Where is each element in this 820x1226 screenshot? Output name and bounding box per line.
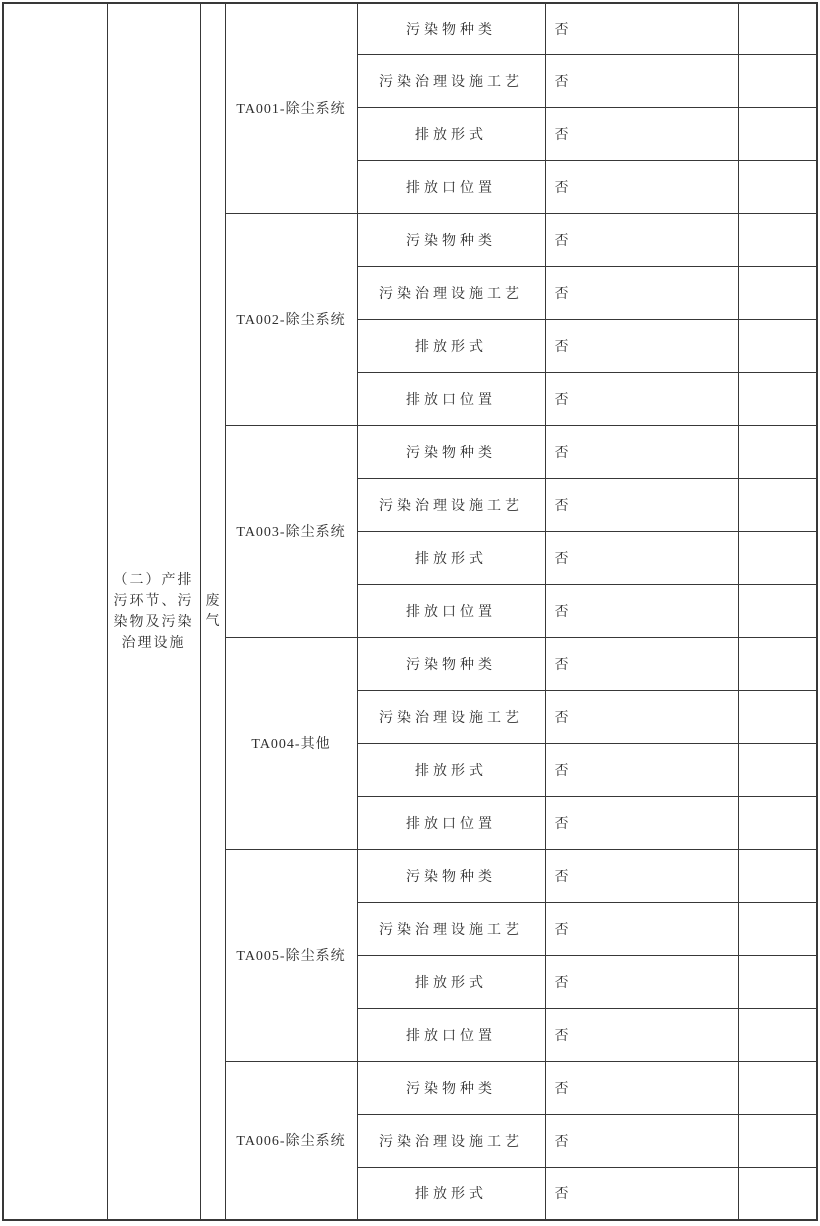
remark-cell xyxy=(738,372,817,425)
facility-cell: TA003-除尘系统 xyxy=(225,425,357,637)
parameter-cell: 排放口位置 xyxy=(357,1008,545,1061)
remark-cell xyxy=(738,796,817,849)
remark-cell xyxy=(738,160,817,213)
parameter-cell: 排放形式 xyxy=(357,1167,545,1220)
remark-cell xyxy=(738,319,817,372)
remark-cell xyxy=(738,107,817,160)
changed-cell: 否 xyxy=(545,796,738,849)
parameter-cell: 污染治理设施工艺 xyxy=(357,54,545,107)
facility-cell: TA005-除尘系统 xyxy=(225,849,357,1061)
section-title-cell: （二）产排污环节、污染物及污染治理设施 xyxy=(107,3,200,1220)
pollution-category-cell: 废气 xyxy=(200,3,225,1220)
remark-cell xyxy=(738,213,817,266)
parameter-cell: 污染物种类 xyxy=(357,425,545,478)
remark-cell xyxy=(738,849,817,902)
remark-cell xyxy=(738,1008,817,1061)
parameter-cell: 排放口位置 xyxy=(357,796,545,849)
parameter-cell: 排放形式 xyxy=(357,107,545,160)
remark-cell xyxy=(738,531,817,584)
parameter-cell: 排放形式 xyxy=(357,743,545,796)
table-body xyxy=(3,3,817,1220)
changed-cell: 否 xyxy=(545,584,738,637)
changed-cell: 否 xyxy=(545,531,738,584)
changed-cell: 否 xyxy=(545,478,738,531)
table-row xyxy=(3,3,817,54)
parameter-cell: 排放口位置 xyxy=(357,372,545,425)
parameter-cell: 污染治理设施工艺 xyxy=(357,690,545,743)
parameter-cell: 污染治理设施工艺 xyxy=(357,266,545,319)
changed-cell: 否 xyxy=(545,1167,738,1220)
parameter-cell: 排放口位置 xyxy=(357,160,545,213)
remark-cell xyxy=(738,637,817,690)
changed-cell: 否 xyxy=(545,54,738,107)
remark-cell xyxy=(738,902,817,955)
remark-cell xyxy=(738,266,817,319)
outer-category-cell xyxy=(3,3,107,1220)
remark-cell xyxy=(738,1114,817,1167)
changed-cell: 否 xyxy=(545,372,738,425)
parameter-cell: 污染物种类 xyxy=(357,1061,545,1114)
changed-cell: 否 xyxy=(545,743,738,796)
changed-cell: 否 xyxy=(545,955,738,1008)
facility-cell: TA002-除尘系统 xyxy=(225,213,357,425)
changed-cell: 否 xyxy=(545,107,738,160)
changed-cell: 否 xyxy=(545,213,738,266)
parameter-cell: 污染物种类 xyxy=(357,849,545,902)
facility-cell: TA004-其他 xyxy=(225,637,357,849)
remark-cell xyxy=(738,54,817,107)
parameter-cell: 污染治理设施工艺 xyxy=(357,478,545,531)
parameter-cell: 污染治理设施工艺 xyxy=(357,1114,545,1167)
changed-cell: 否 xyxy=(545,1061,738,1114)
facility-cell: TA006-除尘系统 xyxy=(225,1061,357,1220)
changed-cell: 否 xyxy=(545,849,738,902)
remark-cell xyxy=(738,955,817,1008)
changed-cell: 否 xyxy=(545,266,738,319)
remark-cell xyxy=(738,425,817,478)
remark-cell xyxy=(738,584,817,637)
facility-cell: TA001-除尘系统 xyxy=(225,3,357,213)
remark-cell xyxy=(738,3,817,54)
changed-cell: 否 xyxy=(545,160,738,213)
parameter-cell: 污染物种类 xyxy=(357,3,545,54)
permit-change-table xyxy=(2,2,818,1221)
parameter-cell: 污染物种类 xyxy=(357,213,545,266)
parameter-cell: 排放形式 xyxy=(357,955,545,1008)
parameter-cell: 污染治理设施工艺 xyxy=(357,902,545,955)
changed-cell: 否 xyxy=(545,3,738,54)
remark-cell xyxy=(738,690,817,743)
changed-cell: 否 xyxy=(545,637,738,690)
changed-cell: 否 xyxy=(545,902,738,955)
parameter-cell: 排放形式 xyxy=(357,319,545,372)
remark-cell xyxy=(738,743,817,796)
parameter-cell: 排放形式 xyxy=(357,531,545,584)
changed-cell: 否 xyxy=(545,319,738,372)
changed-cell: 否 xyxy=(545,690,738,743)
parameter-cell: 排放口位置 xyxy=(357,584,545,637)
changed-cell: 否 xyxy=(545,425,738,478)
remark-cell xyxy=(738,1061,817,1114)
remark-cell xyxy=(738,478,817,531)
parameter-cell: 污染物种类 xyxy=(357,637,545,690)
remark-cell xyxy=(738,1167,817,1220)
changed-cell: 否 xyxy=(545,1114,738,1167)
changed-cell: 否 xyxy=(545,1008,738,1061)
